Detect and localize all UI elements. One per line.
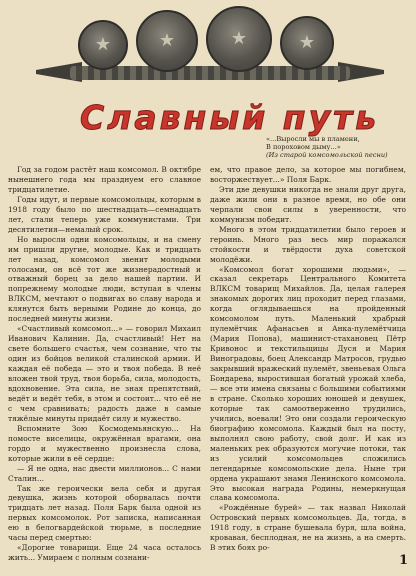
page-number: 1 [398, 553, 408, 568]
order-emblem-icon: ★ [78, 20, 128, 70]
epigraph-line: «...Выросли мы в пламени, [266, 135, 360, 143]
paragraph: «Счастливый комсомол...» — говорил Михаил Иванович Калинин. Да, счастливый! Нет на свете большего счастья, чем сознание, что ты один из бойцов великой сталинской армии. И каждая её победа — это и твоя победа. В неё вложен твой труд, твоя борьба, сила, молодость, вдохновение. Эта сила, не зная препятствий, ведёт и ведёт тебя, в этом и состоит... что её не с чем сравнивать; радость даже в самые тяжёлые минуты придаёт силу и мужество. [8, 324, 201, 423]
epigraph-source: (Из старой комсомольской песни) [266, 151, 388, 159]
paragraph: Но выросли одни комсомольцы, и на смену им пришли другие, молодые. Как и тридцать лет назад, комсомол звенит молодыми голосами, он всё тот же жизнерадостный и отважный борец за дело нашей партии. И попрежнему молодые люди, вступая в члены ВЛКСМ, мечтают о подвигах во славу народа и клянутся быть верными Родине до конца, до последней минуты жизни. [8, 234, 201, 324]
paragraph: «Рождённые бурей» — так назвал Николай Островский первых комсомольцев. Да, тогда, в 1918 году, в стране бушевала буря, шла война, кровавая, бесплодная, не на жизнь, а на смерть. В этих боях ро- [210, 503, 406, 553]
paragraph: Вспомните Зою Космодемьянскую... На помосте виселицы, окружённая врагами, она гордо и мужественно произнесла слова, которые жили в её сердце: [8, 423, 201, 463]
paragraph: «Комсомол богат хорошими людьми», — сказал секретарь Центрального Комитета ВЛКСМ товарищ Михайлов. Да, целая галерея знакомых дорогих лиц проходит перед глазами, когда оглядываешься на пройденный комсомолом путь. Маленький храбрый пулемётчик Афанасьев и Анка-пулемётчица (Мария Попова), машинист-стахановец Пётр Кривонос и текстильщицы Дуся и Мария Виноградовы, боец Александр Матросов, грудью закрывший вражеский пулемёт, звеньевая Ольга Бондарева, выростившая богатый урожай хлеба, — все эти имена связаны с большими событиями в стране. Сколько хороших юношей и девушек, которые так самоотверженно трудились, учились, воевали! Это они создали героическую биографию комсомола. Каждый был на посту, выполнял свою работу, свой долг. И как из маленьких рек образуются могучие потоки, так из усилий комсомольцев сложились легендарные комсомольские дела. Ныне три ордена украшают знамя Ленинского комсомола. Это высокая награда Родины, немеркнущая слава комсомола. [210, 264, 406, 503]
article-title: Славный путь [80, 98, 380, 137]
lenin-order-emblem-icon: ★ [206, 6, 272, 72]
paragraph: «Дорогие товарищи. Еще 24 часа осталось жить... Умираем с полным сознани- [8, 543, 201, 563]
order-emblem-icon: ★ [280, 16, 334, 70]
epigraph [266, 135, 412, 159]
paragraph: Много в этом тридцатилетии было героев и героинь. Много раз весь мир поражался стойкости и твёрдости духа советской молодёжи. [210, 224, 406, 264]
epigraph-line: В пороховом дыму...» [266, 143, 341, 151]
paragraph: Годы идут, и первые комсомольцы, которым в 1918 году было по шестнадцать—семнадцать лет, стали теперь уже коммунистами. Три десятилетия—немалый срок. [8, 194, 201, 234]
order-emblem-icon: ★ [136, 10, 198, 72]
text-column-right [210, 165, 406, 553]
paragraph: Так же героически вела себя и другая девушка, жизнь которой оборвалась почти тридцать лет назад. Поля Барк была одной из первых комсомолок. Рот записка, написанная ею в белогвардейской тюрьме, в последние часы перед смертью: [8, 483, 201, 543]
paragraph: — Я не одна, нас двести миллионов... С нами Сталин... [8, 463, 201, 483]
text-column-left [8, 165, 201, 563]
paragraph: Год за годом растёт наш комсомол. В октябре нынешнего года мы празднуем его славное тридцатилетие. [8, 165, 201, 194]
paragraph: ем, что правое дело, за которое мы погибнем, восторжествует...» Поля Барк. [210, 165, 406, 184]
paragraph: Эти две девушки никогда не знали друг друга, даже жили они в разное время, но обе они черпали свои силы в уверенности, что коммунизм победит. [210, 184, 406, 224]
orders-emblem-banner [70, 4, 350, 86]
